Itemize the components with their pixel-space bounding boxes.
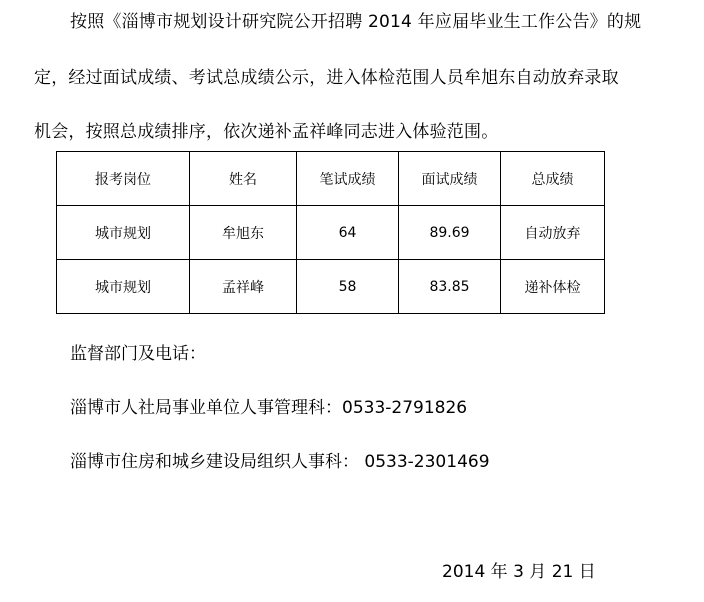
header-written-score: 笔试成绩	[297, 152, 399, 206]
header-position: 报考岗位	[57, 152, 190, 206]
table-row	[57, 206, 605, 260]
table-row	[57, 260, 605, 314]
contact-line: 淄博市人社局事业单位人事管理科：0533-2791826	[70, 398, 468, 418]
contact-line: 淄博市住房和城乡建设局组织人事科： 0533-2301469	[70, 452, 490, 472]
results-table	[56, 151, 605, 314]
cell-total-score: 递补体检	[501, 260, 605, 314]
cell-position: 城市规划	[57, 206, 190, 260]
cell-total-score: 自动放弃	[501, 206, 605, 260]
table-header-row	[57, 152, 605, 206]
notice-line-3: 机会，按照总成绩排序，依次递补孟祥峰同志进入体验范围。	[34, 122, 499, 142]
cell-position: 城市规划	[57, 260, 190, 314]
cell-written-score: 58	[297, 260, 399, 314]
notice-line-2: 定，经过面试成绩、考试总成绩公示，进入体检范围人员牟旭东自动放弃录取	[34, 68, 619, 88]
header-name: 姓名	[190, 152, 297, 206]
header-interview-score: 面试成绩	[399, 152, 501, 206]
notice-line-1: 按照《淄博市规划设计研究院公开招聘 2014 年应届毕业生工作公告》的规	[70, 12, 642, 32]
cell-interview-score: 89.69	[399, 206, 501, 260]
header-total-score: 总成绩	[501, 152, 605, 206]
cell-name: 孟祥峰	[190, 260, 297, 314]
document-date: 2014 年 3 月 21 日	[442, 562, 596, 582]
cell-interview-score: 83.85	[399, 260, 501, 314]
cell-name: 牟旭东	[190, 206, 297, 260]
contacts-heading: 监督部门及电话：	[70, 344, 206, 364]
cell-written-score: 64	[297, 206, 399, 260]
